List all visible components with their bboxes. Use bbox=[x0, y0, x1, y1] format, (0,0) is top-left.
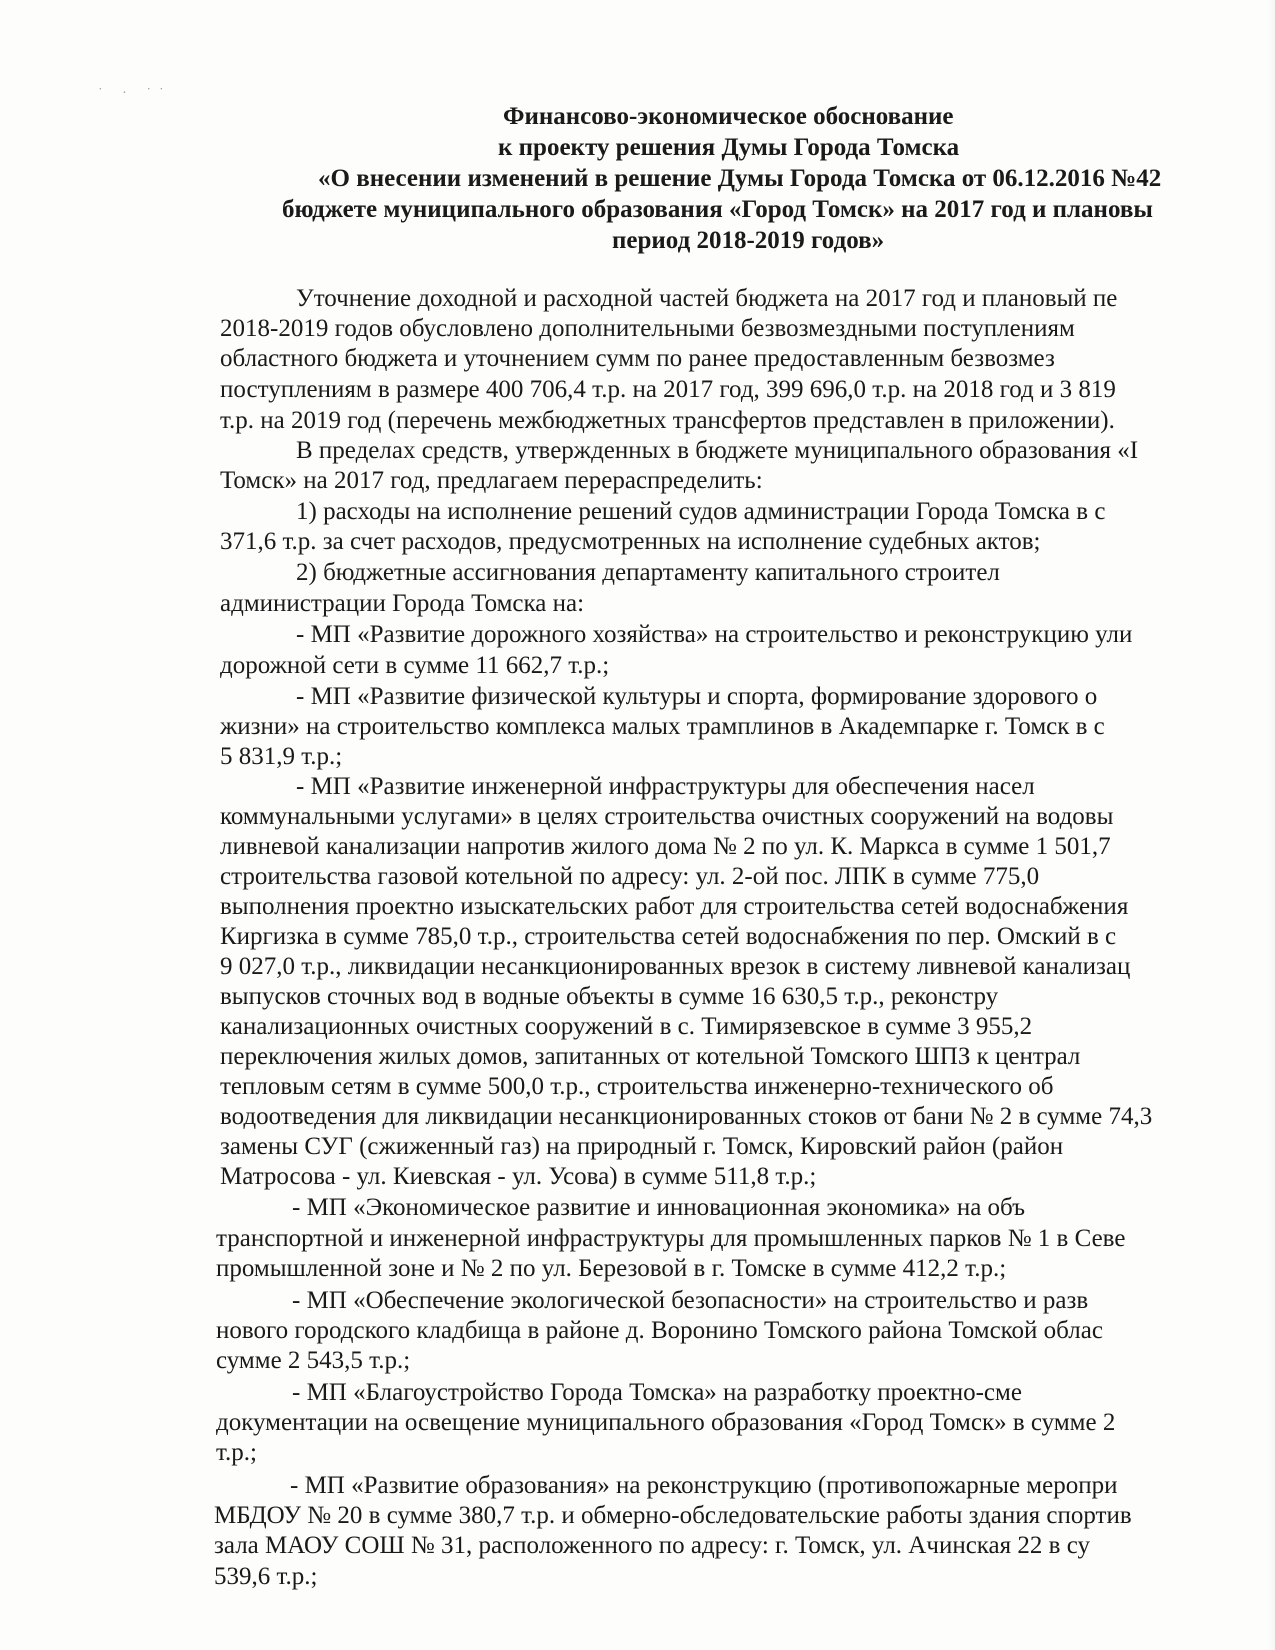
title-line: бюджете муниципального образования «Город Томск» на 2017 год и плановы bbox=[282, 196, 1153, 223]
title-line: Финансово-экономическое обоснование bbox=[503, 103, 954, 130]
list-item-line: т.р.; bbox=[216, 1439, 257, 1466]
list-item-line: МБДОУ № 20 в сумме 380,7 т.р. и обмерно-обследовательские работы здания спортив bbox=[214, 1502, 1132, 1529]
list-item-line: переключения жилых домов, запитанных от котельной Томского ШПЗ к централ bbox=[220, 1043, 1081, 1070]
paragraph-line: администрации Города Томска на: bbox=[220, 590, 585, 617]
paragraph-line: Уточнение доходной и расходной частей бюджета на 2017 год и плановый пе bbox=[296, 285, 1118, 312]
list-item-line: - МП «Развитие образования» на реконструкцию (противопожарные меропри bbox=[290, 1472, 1118, 1499]
list-item-line: промышленной зоне и № 2 по ул. Березовой в г. Томске в сумме 412,2 т.р.; bbox=[216, 1255, 1007, 1282]
paragraph-line: 371,6 т.р. за счет расходов, предусмотренных на исполнение судебных актов; bbox=[220, 528, 1041, 555]
list-item-line: - МП «Развитие дорожного хозяйства» на строительство и реконструкцию ули bbox=[296, 621, 1133, 648]
paragraph-line: 2018-2019 годов обусловлено дополнительными безвозмездными поступлениям bbox=[220, 315, 1075, 342]
list-item-line: транспортной и инженерной инфраструктуры для промышленных парков № 1 в Севе bbox=[216, 1225, 1126, 1252]
list-item-line: 5 831,9 т.р.; bbox=[220, 743, 343, 770]
scan-edge bbox=[1267, 0, 1275, 1650]
title-line: «О внесении изменений в решение Думы Города Томска от 06.12.2016 №42 bbox=[318, 165, 1162, 192]
title-line: к проекту решения Думы Города Томска bbox=[498, 134, 960, 161]
paragraph-line: В пределах средств, утвержденных в бюджете муниципального образования «І bbox=[296, 437, 1139, 464]
paragraph-line: Томск» на 2017 год, предлагаем перераспределить: bbox=[220, 467, 763, 494]
list-item-line: тепловым сетям в сумме 500,0 т.р., строительства инженерно-технического об bbox=[220, 1073, 1054, 1100]
list-item-line: - МП «Обеспечение экологической безопасности» на строительство и разв bbox=[292, 1287, 1089, 1314]
list-item-line: - МП «Благоустройство Города Томска» на разработку проектно-сме bbox=[292, 1379, 1022, 1406]
list-item-line: сумме 2 543,5 т.р.; bbox=[216, 1347, 411, 1374]
list-item-line: - МП «Экономическое развитие и инновационная экономика» на объ bbox=[292, 1194, 1026, 1221]
list-item-line: замены СУГ (сжиженный газ) на природный г. Томск, Кировский район (район bbox=[220, 1133, 1064, 1160]
list-item-line: Киргизка в сумме 785,0 т.р., строительства сетей водоснабжения по пер. Омский в с bbox=[220, 923, 1117, 950]
list-item-line: Матросова - ул. Киевская - ул. Усова) в сумме 511,8 т.р.; bbox=[220, 1163, 817, 1190]
list-item-line: жизни» на строительство комплекса малых трамплинов в Академпарке г. Томск в с bbox=[220, 713, 1105, 740]
list-item-line: дорожной сети в сумме 11 662,7 т.р.; bbox=[220, 652, 610, 679]
list-item-line: - МП «Развитие инженерной инфраструктуры для обеспечения насел bbox=[296, 773, 1035, 800]
list-item-line: коммунальными услугами» в целях строительства очистных сооружений на водовы bbox=[220, 803, 1114, 830]
list-item-line: 539,6 т.р.; bbox=[214, 1563, 318, 1590]
paragraph-line: 2) бюджетные ассигнования департаменту капитального строител bbox=[296, 559, 1000, 586]
list-item-line: выпусков сточных вод в водные объекты в сумме 16 630,5 т.р., реконстру bbox=[220, 983, 999, 1010]
list-item-line: - МП «Развитие физической культуры и спорта, формирование здорового о bbox=[296, 683, 1098, 710]
list-item-line: канализационных очистных сооружений в с. Тимирязевское в сумме 3 955,2 bbox=[220, 1013, 1033, 1040]
list-item-line: ливневой канализации напротив жилого дома № 2 по ул. К. Маркса в сумме 1 501,7 bbox=[220, 833, 1111, 860]
list-item-line: 9 027,0 т.р., ликвидации несанкционированных врезок в систему ливневой канализац bbox=[220, 953, 1131, 980]
list-item-line: водоотведения для ликвидации несанкционированных стоков от бани № 2 в сумме 74,3 bbox=[220, 1103, 1153, 1130]
scan-artifact: ˙ · ˙˙ bbox=[98, 86, 172, 101]
list-item-line: документации на освещение муниципального образования «Город Томск» в сумме 2 bbox=[216, 1409, 1116, 1436]
paragraph-line: областного бюджета и уточнением сумм по ранее предоставленным безвозмез bbox=[220, 345, 1055, 372]
paragraph-line: 1) расходы на исполнение решений судов администрации Города Томска в с bbox=[296, 498, 1106, 525]
title-line: период 2018-2019 годов» bbox=[612, 227, 885, 254]
paragraph-line: поступлениям в размере 400 706,4 т.р. на 2017 год, 399 696,0 т.р. на 2018 год и 3 819 bbox=[220, 376, 1116, 403]
list-item-line: строительства газовой котельной по адресу: ул. 2-ой пос. ЛПК в сумме 775,0 bbox=[220, 863, 1040, 890]
list-item-line: выполнения проектно изыскательских работ для строительства сетей водоснабжения bbox=[220, 893, 1129, 920]
list-item-line: зала МАОУ СОШ № 31, расположенного по адресу: г. Томск, ул. Ачинская 22 в су bbox=[214, 1532, 1090, 1559]
paragraph-line: т.р. на 2019 год (перечень межбюджетных трансфертов представлен в приложении). bbox=[220, 407, 1115, 434]
list-item-line: нового городского кладбища в районе д. Воронино Томского района Томской облас bbox=[216, 1317, 1103, 1344]
